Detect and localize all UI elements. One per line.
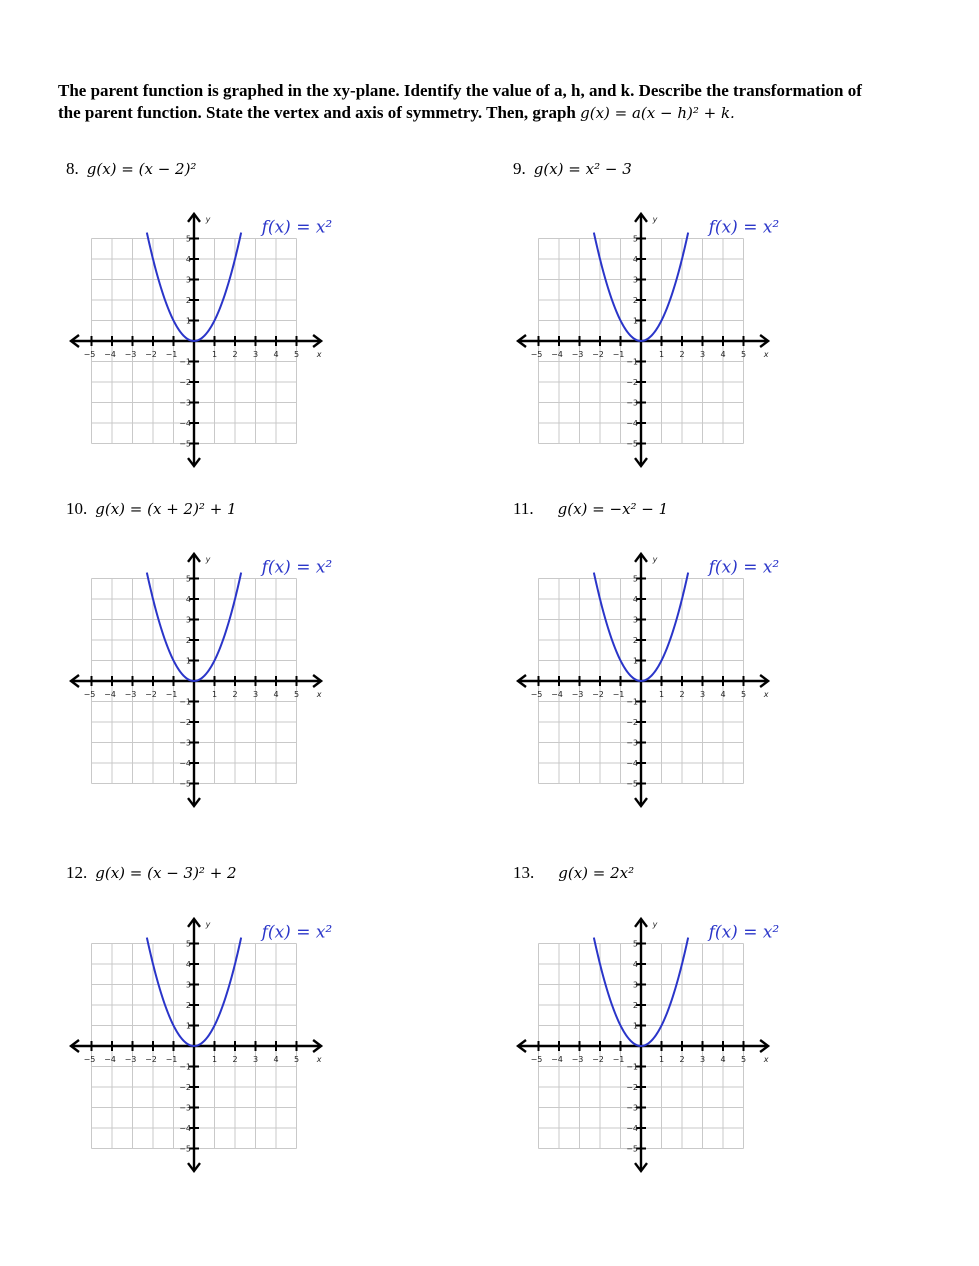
problem-equation: g(x) = (x − 2)²	[86, 160, 197, 178]
instructions	[58, 80, 888, 124]
y-tick-label: −2	[626, 718, 638, 727]
y-tick-label: 4	[185, 960, 191, 969]
x-tick-label: −2	[145, 350, 157, 359]
y-tick-label: 2	[185, 1001, 191, 1010]
problem-equation: g(x) = (x + 2)² + 1	[95, 500, 237, 518]
y-tick-label: −4	[179, 1124, 191, 1133]
x-tick-label: 2	[679, 1055, 685, 1064]
y-tick-label: 3	[185, 275, 191, 285]
x-tick-label: −4	[551, 1055, 563, 1064]
y-tick-label: 3	[632, 615, 638, 625]
problem-13	[513, 863, 634, 883]
y-tick-label: 3	[185, 615, 191, 625]
problem-equation: g(x) = x² − 3	[533, 160, 632, 178]
problem-11	[513, 499, 668, 519]
x-tick-label: 3	[699, 350, 706, 359]
x-tick-label: −2	[592, 1055, 604, 1064]
x-tick-label: 5	[293, 350, 300, 359]
y-tick-label: 5	[185, 574, 191, 584]
x-tick-label: 3	[699, 1055, 706, 1064]
x-tick-label: 4	[720, 1055, 726, 1064]
y-tick-label: 1	[185, 1021, 191, 1031]
y-tick-label: −1	[179, 357, 191, 367]
y-tick-label: 5	[185, 234, 191, 244]
y-tick-label: 2	[185, 296, 191, 305]
x-tick-label: −5	[530, 350, 543, 359]
x-tick-label: −5	[530, 1055, 543, 1064]
y-tick-label: −3	[626, 1103, 638, 1113]
y-tick-label: −1	[179, 1062, 191, 1072]
x-tick-label: −1	[165, 1055, 178, 1064]
y-tick-label: 5	[185, 939, 191, 949]
x-tick-label: −4	[104, 690, 116, 699]
x-tick-label: −1	[165, 350, 178, 359]
graph-problem-12	[60, 910, 360, 1180]
y-tick-label: −4	[179, 419, 191, 428]
problem-number: 13.	[513, 863, 535, 882]
x-tick-label: 2	[679, 690, 685, 699]
x-tick-label: 5	[740, 1055, 747, 1064]
x-tick-label: −4	[104, 350, 116, 359]
y-tick-label: −3	[626, 738, 638, 748]
y-tick-label: −2	[179, 378, 191, 387]
y-axis-label: y	[652, 919, 658, 929]
x-tick-label: 5	[293, 1055, 300, 1064]
x-tick-label: 3	[252, 350, 259, 359]
y-tick-label: −4	[626, 1124, 638, 1133]
y-tick-label: −4	[626, 759, 638, 768]
x-tick-label: −5	[83, 350, 96, 359]
x-tick-label: 2	[232, 690, 238, 699]
x-tick-label: 4	[720, 350, 726, 359]
y-tick-label: 2	[632, 296, 638, 305]
parent-function-label: f(x) = x²	[261, 922, 333, 943]
x-tick-label: −2	[145, 1055, 157, 1064]
y-tick-label: −3	[179, 738, 191, 748]
instructions-formula: g(x) = a(x − h)² + k.	[580, 104, 735, 122]
problem-10	[66, 499, 237, 519]
y-tick-label: 3	[185, 980, 191, 990]
coordinate-plane	[60, 205, 360, 475]
y-tick-label: 3	[632, 275, 638, 285]
x-axis-label: x	[763, 350, 769, 359]
y-tick-label: −4	[626, 419, 638, 428]
x-tick-label: −3	[571, 350, 584, 359]
x-tick-label: −1	[612, 1055, 625, 1064]
y-tick-label: −1	[626, 697, 638, 707]
x-tick-label: −4	[104, 1055, 116, 1064]
problem-equation: g(x) = 2x²	[558, 864, 635, 882]
x-tick-label: −2	[145, 690, 157, 699]
coordinate-plane	[60, 910, 360, 1180]
y-tick-label: −2	[626, 1083, 638, 1092]
y-tick-label: 5	[632, 234, 638, 244]
x-axis-label: x	[763, 690, 769, 699]
x-tick-label: −3	[124, 1055, 137, 1064]
y-tick-label: 1	[632, 316, 638, 326]
y-tick-label: −5	[179, 779, 191, 789]
y-axis-label: y	[205, 214, 211, 224]
x-tick-label: −1	[165, 690, 178, 699]
coordinate-plane	[507, 205, 807, 475]
y-tick-label: −1	[626, 357, 638, 367]
y-tick-label: 5	[632, 939, 638, 949]
x-axis-label: x	[763, 1055, 769, 1064]
x-tick-label: −5	[530, 690, 543, 699]
x-tick-label: −3	[571, 1055, 584, 1064]
coordinate-plane	[507, 910, 807, 1180]
y-tick-label: 2	[632, 636, 638, 645]
y-tick-label: −5	[179, 1144, 191, 1154]
x-tick-label: −1	[612, 690, 625, 699]
y-tick-label: 2	[632, 1001, 638, 1010]
problem-12	[66, 863, 237, 883]
x-tick-label: −4	[551, 350, 563, 359]
x-tick-label: 5	[740, 690, 747, 699]
x-tick-label: −5	[83, 690, 96, 699]
graph-problem-11	[507, 545, 807, 815]
x-tick-label: 4	[273, 1055, 279, 1064]
x-axis-label: x	[316, 1055, 322, 1064]
y-tick-label: −3	[626, 398, 638, 408]
problem-number: 10.	[66, 499, 88, 518]
y-tick-label: −1	[179, 697, 191, 707]
problem-number: 12.	[66, 863, 88, 882]
y-tick-label: −1	[626, 1062, 638, 1072]
x-tick-label: −1	[612, 350, 625, 359]
y-tick-label: 4	[632, 595, 638, 604]
x-tick-label: 1	[211, 1055, 218, 1064]
problem-8	[66, 159, 196, 179]
graph-problem-13	[507, 910, 807, 1180]
y-tick-label: −5	[626, 779, 638, 789]
instructions-text: The parent function is graphed in the xy-plane. Identify the value of a, h, and k. Describe the transformation of the parent function. State the vertex and axis of symmetry. Then, graph	[58, 81, 862, 122]
y-tick-label: −3	[179, 1103, 191, 1113]
parent-function-label: f(x) = x²	[708, 557, 780, 578]
y-tick-label: 3	[632, 980, 638, 990]
x-axis-label: x	[316, 350, 322, 359]
problem-equation: g(x) = −x² − 1	[557, 500, 669, 518]
y-tick-label: 2	[185, 636, 191, 645]
y-tick-label: −2	[179, 718, 191, 727]
x-tick-label: 5	[740, 350, 747, 359]
x-tick-label: 1	[658, 690, 665, 699]
problem-9	[513, 159, 632, 179]
y-axis-label: y	[652, 554, 658, 564]
x-tick-label: 1	[211, 350, 218, 359]
parent-function-label: f(x) = x²	[708, 217, 780, 238]
x-tick-label: −3	[571, 690, 584, 699]
x-tick-label: 1	[658, 350, 665, 359]
y-tick-label: 5	[632, 574, 638, 584]
parent-function-label: f(x) = x²	[708, 922, 780, 943]
x-tick-label: −4	[551, 690, 563, 699]
y-tick-label: 1	[185, 656, 191, 666]
y-tick-label: 1	[185, 316, 191, 326]
y-tick-label: 4	[632, 960, 638, 969]
parent-function-label: f(x) = x²	[261, 557, 333, 578]
x-tick-label: 4	[273, 690, 279, 699]
x-tick-label: 1	[211, 690, 218, 699]
parent-function-label: f(x) = x²	[261, 217, 333, 238]
graph-problem-8	[60, 205, 360, 475]
x-tick-label: −5	[83, 1055, 96, 1064]
y-tick-label: 4	[185, 595, 191, 604]
y-tick-label: −5	[626, 1144, 638, 1154]
x-tick-label: −3	[124, 690, 137, 699]
y-tick-label: 1	[632, 656, 638, 666]
y-tick-label: 4	[632, 255, 638, 264]
graph-problem-9	[507, 205, 807, 475]
x-tick-label: 3	[252, 690, 259, 699]
x-tick-label: 5	[293, 690, 300, 699]
graph-problem-10	[60, 545, 360, 815]
y-tick-label: 1	[632, 1021, 638, 1031]
x-tick-label: 2	[232, 1055, 238, 1064]
y-tick-label: −4	[179, 759, 191, 768]
y-axis-label: y	[205, 919, 211, 929]
x-tick-label: −3	[124, 350, 137, 359]
y-tick-label: −5	[179, 439, 191, 449]
problem-number: 9.	[513, 159, 526, 178]
x-tick-label: 2	[232, 350, 238, 359]
x-tick-label: 3	[699, 690, 706, 699]
problem-number: 11.	[513, 499, 534, 518]
x-tick-label: 3	[252, 1055, 259, 1064]
x-tick-label: −2	[592, 690, 604, 699]
x-tick-label: 4	[720, 690, 726, 699]
x-tick-label: 4	[273, 350, 279, 359]
y-axis-label: y	[205, 554, 211, 564]
y-tick-label: −5	[626, 439, 638, 449]
problem-equation: g(x) = (x − 3)² + 2	[95, 864, 237, 882]
y-axis-label: y	[652, 214, 658, 224]
x-tick-label: 2	[679, 350, 685, 359]
y-tick-label: −2	[179, 1083, 191, 1092]
coordinate-plane	[507, 545, 807, 815]
problem-number: 8.	[66, 159, 79, 178]
x-tick-label: 1	[658, 1055, 665, 1064]
y-tick-label: −3	[179, 398, 191, 408]
y-tick-label: 4	[185, 255, 191, 264]
x-axis-label: x	[316, 690, 322, 699]
x-tick-label: −2	[592, 350, 604, 359]
y-tick-label: −2	[626, 378, 638, 387]
coordinate-plane	[60, 545, 360, 815]
